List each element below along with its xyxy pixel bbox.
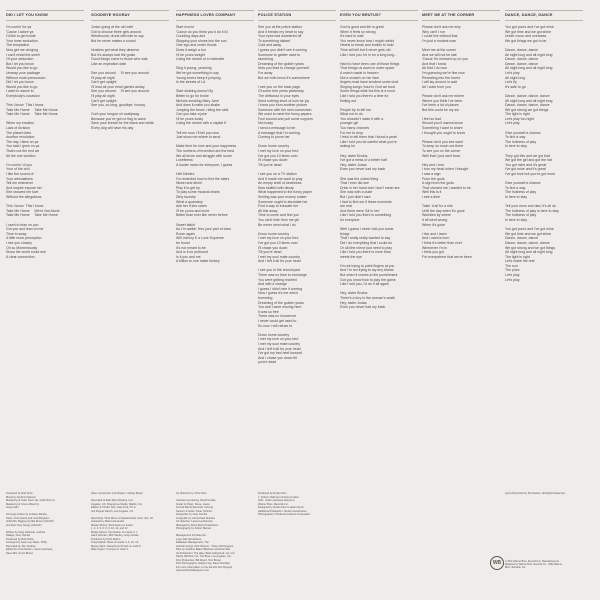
column-meet-me-at-the-corner <box>422 10 500 259</box>
song-lyrics: See you at the police station And it breaks my heart to say Your eyes had wandered off To something distant Cold and away I guess you didn't see it coming Someone to gather used to slumming Dreaming of the golden years Now you lead to change yourself For away But we both know it's somewhere I see you on the back page Of some free press yesterday The driftwood in your eyes Send nothing short of love for joy I know you from another picture Someone with the next connection We used to meet the funny papers Fool around and pull some coppers Not today I send a message to her A message that I'm coming Coming to prove her Down home country I met my love on your bed I've got you 10 times over I'll chase you down Till you're dead I see you on a TV station And it made me want to pray An empty shell of loneliness Now stuffed with decay What happened to the funny paper Smiling was your money maker Someone ought to elucidate her Find a way to educate her All this away Time to come and find you You can't hide from me girl Be never mind what I do Down home country I met my love on your bed I've got you 10 times over I'll chase you down Till you're dead I met my soul mate country And I left it all for your head I see you in the churchyard There was no time to exchange You were getting married And with a change I guess I didn't see it coming Now I guess it's me who's bumming Dreaming of the golden years You and I were moving here It was so free There was no innocence I never could get used to So now I will refuse to Down home country I met my love on your bed I met my soul mate country And I left it all for your head I've got my bed heel forward And I chase you down till you're dead <box>258 25 313 365</box>
column-happiness-loves-company <box>176 10 254 264</box>
song-title: DID I LET YOU KNOW <box>6 11 84 21</box>
song-title: GOODBYE HOORAY <box>91 11 169 21</box>
column-even-you-brutus <box>340 10 418 310</box>
song-lyrics: You got yours and I've got mine We got time and we got shine Under moon and overseas We got things we got to be Dance, dance, dance All night long and all night long Dance, dance, dance Dance, dance, dance All night long and all night long Let's play All night long Let's fly It's safe to go Dance, dance, dance, dance All night long and all night long Dance, dance, dance, dance We got strong we got things The light is right Let's play fun night Let's play Give yourself a chance To find a way The holiness of play Is here to stay They got this and we got that We got the girl and got the hat You got mine and it's great I've got mine and it's great I've got love but you've got more Give yourself a chance To find a way The holiness of play Is here to stay Tell your mom and dad, it's all ok The holiness of play is here to stay The holiness of play Is here to stay You got yours and I've got mine We got time and we got shine Dance, dance, dance Dance, dance, dance, dance We got strong and we got things All night long and all night long The light is right Let's make the rest The sun The prize Let's play Let's play <box>505 25 559 282</box>
credits-block-3: Art direction by Chris Kihm Assistant producing: David Gentile Guitar by Peter, Steve, Jason Format Ranch Records: Cloning Section 4 Guitar: Peter Schmitt Songwriter by Gray Gentile Lengeville by Carmichael Shazam Art direction: Leona Lambertson Managed by Ross-Ross Productions Photography by Kristin Barrow Management & Praise list Logo: Elio Sinnisbana Database Management: The Heirlofo Songs, Rick Moreno - Three Old Peppers Plan by Caroline Baker Blackson and Rust War Art Production: The alley, Betts Hollywood, CA, Ind. Pacify, Bill Ruk, CA, The Bout, Los Angeles, CA First Production: Bill Roper, Tom Brown Print Photography: Helped Jug, Dave Sheridan For more information on the bat Dot Dot Peppers www.redhotchilipeppers.com <box>176 492 236 572</box>
song-lyrics: God is good and life is great When it feels so strong It's hard to wait You never know how I might unfold Hearts to break and bodies to hold Time will tell but it never gets old Like I told you I'm in for a long long... Hard to have been one of those things That brings us down in outer space A match made in heaven Not a scratch on her face Angels must have smoked some dust Singing songs 'bout in God we trust Some things slide but this is a must Like I told you there's a time for finding out People try to tell me What not to do You shouldn't make it with a younger girl Too many chances For her to drop I tried to tell them that I found a pearl Like I told you be careful what you're asking for Hey, sister Brutus I've got a mess of a better half Hey, sister Judas Even you never had my back She was the cutest thing That I ever did see Drink in her hand and I don't mean tea She was with a dude But I just didn't care I had to find out if these moments are real And there were 'All in her' Like I told you there is something for everyone Well I guess I never told you some things That I really really wanted to say Did I do everything that I could do Or did the mirror just need to play Like I told you there is more than meets the eye I'm not trying to point fingers at you And I'm not trying to lay any blame But when it comes to the punishment Got you know how to play the game Like I told you, I'd do it all again Hey, sister Brutus There's a fury to the woman's wrath Hey, sister Judas Even you never had my back <box>340 25 400 310</box>
song-title: DANCE, DANCE, DANCE <box>505 11 583 21</box>
column-did-i-let-you-know <box>6 10 84 259</box>
copyright-notice: © 2011 Warner Bros. Records Inc. Manufactured & Marketed by Warner Bros. Records Inc., 3300 Warner Blvd., Burbank, CA <box>505 560 562 570</box>
song-title: HAPPINESS LOVES COMPANY <box>176 11 254 21</box>
column-police-station <box>258 10 336 365</box>
song-title: EVEN YOU BRUTUS? <box>340 11 418 21</box>
credits-block-2: Album production coordinator: Lindsay Braun Recorded at East West Studios, Los Angeles, CA; Shangri-La Studio, Malibu, CA Edison & Cinder Twin, New York, NY & Jett Pepper Ranch, Los Angeles, CA Recording: Third Mirror at Mastersheds, New York, NY Assisted by Mark Hernandez Master Mixers: Permission on tracks 1, 2, 4, 5, 6, 8, 9, 10, 11, and 12 Bridge Mixers: Permission on tracks 3, 7 Hans Strinden, Bob Stanley, Gray Gentile Produced by Chris Martin Greg Dawkin: Bass on tracks 4, 6, 10, 12 Money Mark: Saxophone 90 dub on track 8 Mike Kugler: Trumpet on track 9 <box>91 492 154 551</box>
credits-block-4: Produced by Dustin Kine J. Scherm Wall and Juniors Limited 2011, under exclusive license to Warner Bros. Records Inc. Designed by Dustin Kine & Jason Nevin Additional Production: Studio Coordination Photographer: Produced Colours Corporation <box>258 492 311 516</box>
credits-block-1: Produced by Rob Kuhn Mixed by Andrew Dawson Mastering of Gold, Does Ha, Gold Rush at Mastering of Grove Mixed by Greg Calbi All songs written by Lindsey Rankin, Peter, Chris Harris and Josh Bingham (ASCAP), Bigging Up Bel Music (ASCAP) and Dart Gray Songs (ASCAP) Written by Greg Hinkman, Andrew Dalago, Gray Gentile Produced by Rick Rubin Arranged by Sean Lee Slater, Philly Recorded at: Dim Studios Edited by Chris Morten, Jason Hentreau, Dave Ritz, Kevin Brown <box>6 492 55 555</box>
credits-block-7: Lyrics Reprinted by Permission. All Rights Reserved. <box>505 492 566 495</box>
song-lyrics: I'm comin' for ya 'Cause I adore ya I'd like to get inside Your inner seduction The temptation Now get me cringing I can't resist the smell Of your seduction But I let you know Would you like to go Unwrap your package Without much persuasion Did I let you know Would you like to go I want to dance to Everybody's occasion This I know This I know Take Me Home Take Me Home Take Me Home Take Me Home When my emotion Lack of division The planet does Another revolution The day I blew on ya You said I grew on ya That's not the end we All the one solution I'm comin' of you Your of the civil I like the sound of Your articulations Tell me whenever And maybe expose her She showed me love Without the allegations This I know This I know Take Me Home We're Not Alone Take Me Home Take Me Home I used to lean on you Got you and lean on me Time to sway A little more perception I rise you closely Oh so Momentously Show the world could see A clear connection <box>6 25 60 259</box>
song-lyrics: Start movin' 'Cause do you think you'd do it #1 Counting days and Skipping your shoes into the sun One ego and under floods Does it weigh a ton I'll be yours tonight Living the dream of a meteorite Sing it young, yearning We've got something to say Young lovers keep it jumping In the streets of LA Start shaking doesn't fly Better to go for broke Nichols smoking Mary Jane And does it make you shake Jumping the fence, riding the rails Can you take a joke I'll be yours today Living the dream with a capital K Tell me now, I'll tell you now Just show me where to send Make time for love and your happiness The mothers of invention are the best We all know and struggle with some Loneliness A louder mean for everyone, I guess Hell blinded I'm reminded how to find the stairs Nickel and dimin' Play it to get by To play some musical chairs Dirty laundry What a quandary Ask her if she cares I'll be yours and more Better than ever like never before Sweet talkin' As I'm walkin' thru your part of town Room again Will Johnny E a Love Supreme be found It's not meant to be And is it so profound Is it you and me A billion to one make history <box>176 25 237 264</box>
record-label-logo: WB <box>490 556 504 570</box>
column-goodbye-hooray <box>91 10 169 131</box>
column-dance-dance-dance <box>505 10 583 282</box>
song-lyrics: Please don't ask me why Why can't I run I could live without that I'm just a modest man Meet me at the corner And we will not be late 'Cause I'm messed up on you And that I know All that I do now I'm guessing we're fine now Revealing into the forest I will lay around in wait All I want from you Please don't ask me where Where you think I've been I've been a lot of places But this could be my sin I feel so bad Should you if wanna know Something I want to share I thought you ought to know Please don't you see want To keep so much out there To see you on the corner Well that I just can't bear Hey and I turn I turn my head when I thought I saw a sign From the gods A sign from the gods That showed me I wanted to be Well this is it I see a time Takin' it all for a ride Until the day when it's gone Worldled by where It all went wrong When it's gone I live and I learn And I want to turn I think it's better than ever Whenever I'm in I think you got For everywhere that we've been <box>422 25 472 259</box>
song-lyrics: Junior going at the old café Got to choose three girls around Westbound, drunk with tote to say But he never makes a sound Hustlers get what they deserve But it's always had the goals Good things come to those who wait Like an expiration date See you around I'll see you around I'll play all night Can't get uptight I'll lead all your mind games astray See you around I'll see you around I'll play all night Can't get uptight See you, so long, goodbye, hooray Curb your tongue oh scallywag Because you've got no flag to wave Save your breath for the black and white Every dog will have his day <box>91 25 154 131</box>
song-title: POLICE STATION <box>258 11 336 21</box>
song-title: MEET ME AT THE CORNER <box>422 11 500 21</box>
